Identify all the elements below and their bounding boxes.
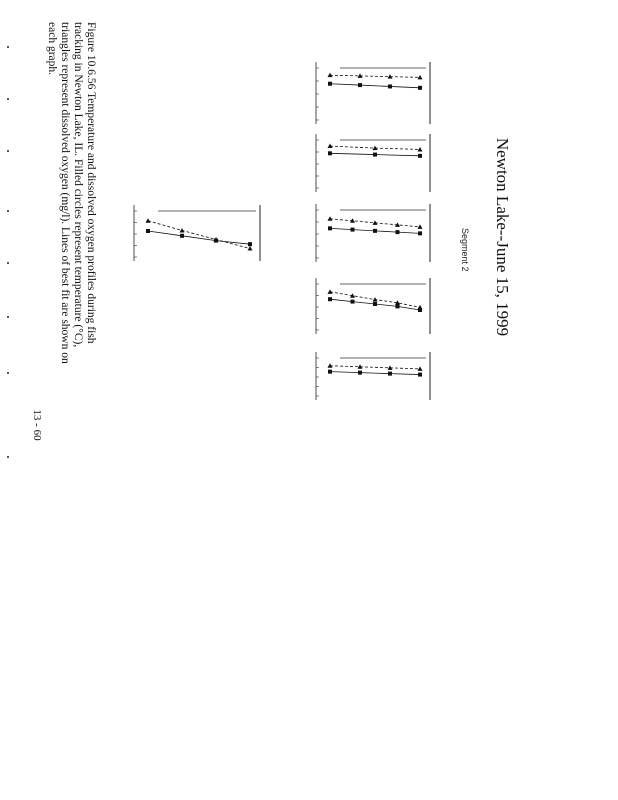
panel-3-temperature-point — [396, 230, 400, 234]
panel-6-oxygen-line — [148, 221, 250, 249]
panel-4-oxygen-point — [418, 305, 423, 310]
panel-2-temperature-point — [328, 151, 332, 155]
panel-3-temperature-point — [351, 228, 355, 232]
panel-1-temperature-point — [418, 86, 422, 90]
panel-3-oxygen-point — [328, 216, 333, 221]
panel-5-temperature-point — [418, 373, 422, 377]
panel-3-oxygen-point — [418, 224, 423, 229]
panel-1-temperature-point — [358, 83, 362, 87]
panel-1-temperature-point — [388, 84, 392, 88]
panel-4-temperature-point — [373, 302, 377, 306]
panel-4-temperature-point — [328, 297, 332, 301]
panel-1-oxygen-point — [418, 75, 423, 80]
panel-4-temperature-point — [351, 300, 355, 304]
panel-5-temperature-point — [388, 372, 392, 376]
panel-5-temperature-point — [328, 370, 332, 374]
panel-6-oxygen-point — [248, 246, 253, 251]
panel-2-temperature-point — [418, 154, 422, 158]
panel-5-oxygen-point — [418, 366, 423, 371]
panel-6-temperature-point — [146, 229, 150, 233]
panel-3-temperature-point — [328, 226, 332, 230]
panel-3-temperature-point — [373, 229, 377, 233]
panel-1-temperature-point — [328, 82, 332, 86]
panel-4-oxygen-point — [328, 289, 333, 294]
panel-4-temperature-point — [396, 304, 400, 308]
panel-2-oxygen-point — [418, 147, 423, 152]
panel-6-oxygen-point — [146, 218, 151, 223]
panel-5-temperature-line — [330, 372, 420, 375]
panel-4-oxygen-point — [373, 297, 378, 302]
panel-6-temperature-line — [148, 231, 250, 244]
segment-label: Segment 2 — [460, 228, 470, 272]
panel-1-oxygen-line — [330, 75, 420, 77]
panel-3-oxygen-point — [373, 220, 378, 225]
page-title: Newton Lake--June 15, 1999 — [493, 137, 512, 337]
panel-5-oxygen-line — [330, 366, 420, 369]
figure-caption: Figure 10.6.56 Temperature and dissolved oxygen profiles during fish tracking in Newton Lake, IL. Filled circles represent temperature (°C), triangles represent dissolved oxygen (mg/l). Lines of best fit are shown on each graph. — [46, 22, 97, 364]
panel-6-oxygen-point — [180, 228, 185, 233]
panel-6-temperature-point — [248, 242, 252, 246]
page-number: 13 - 60 — [31, 409, 43, 441]
panel-2-temperature-point — [373, 153, 377, 157]
panel-6-temperature-point — [180, 234, 184, 238]
panel-5-temperature-point — [358, 371, 362, 375]
panel-3-temperature-point — [418, 231, 422, 235]
panel-1-temperature-line — [330, 84, 420, 88]
